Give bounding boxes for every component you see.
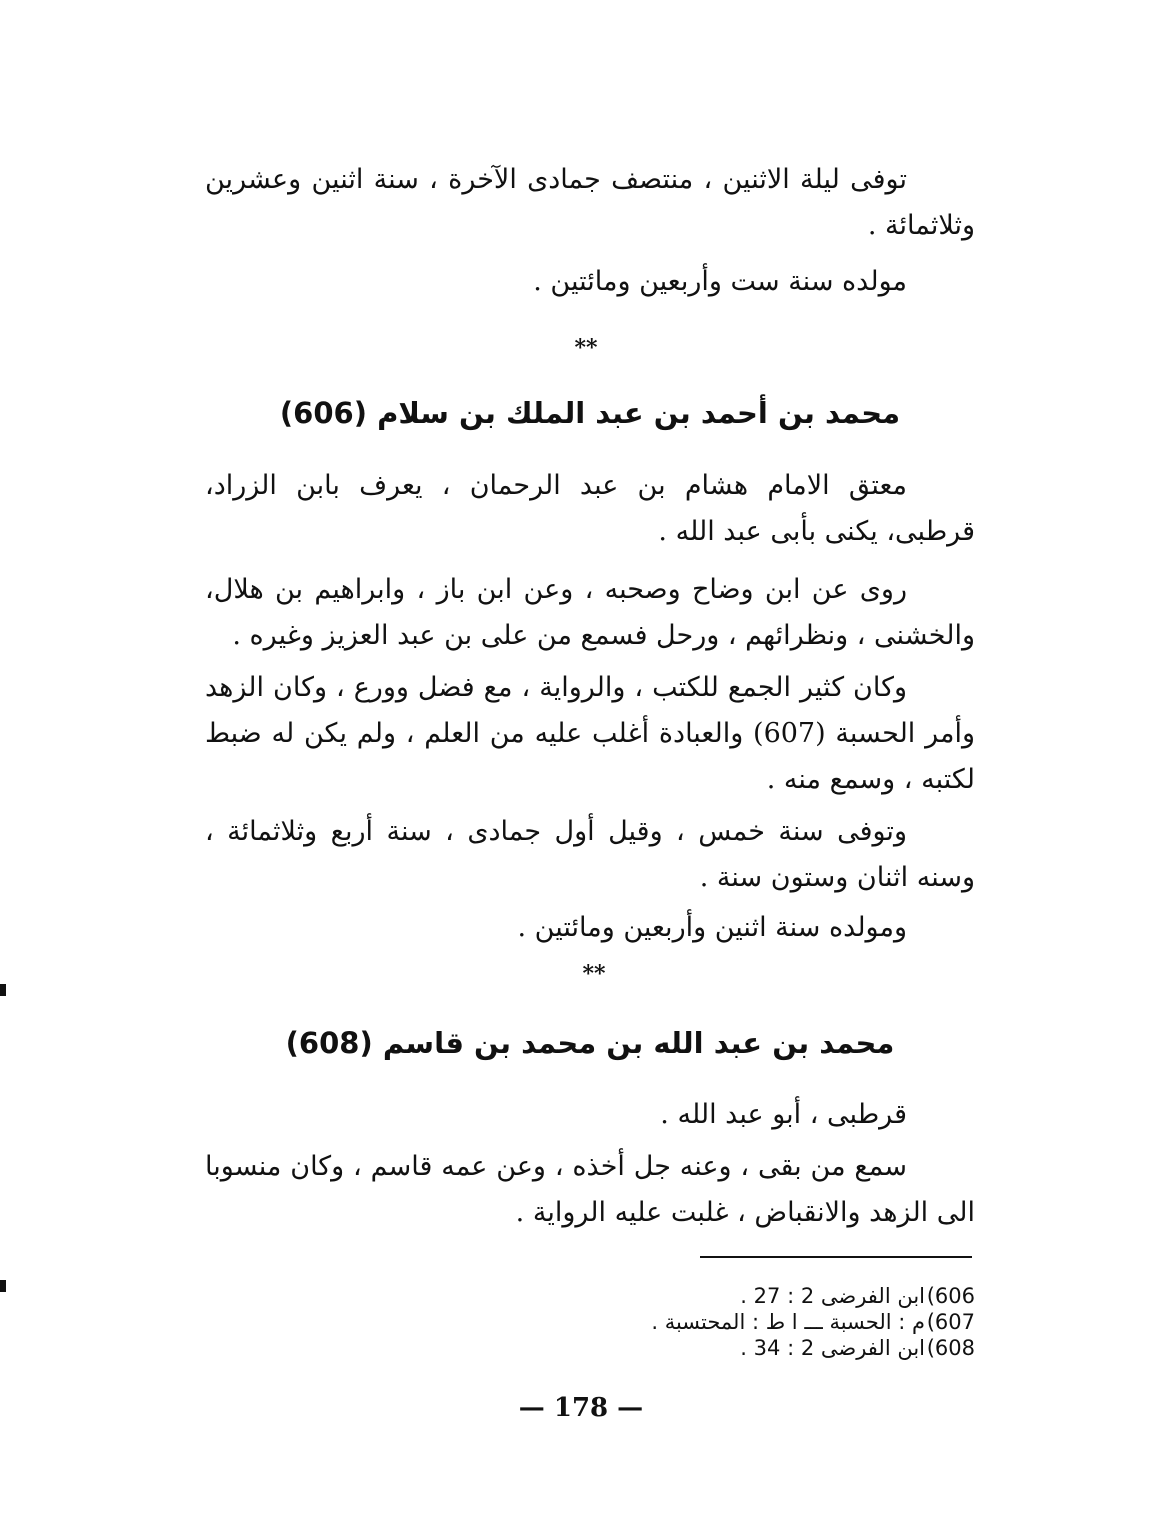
footnote-number: 608) [926, 1336, 975, 1360]
paragraph: قرطبى ، أبو عبد الله . [660, 1099, 907, 1130]
footnote [480, 1309, 975, 1335]
scan-mark [0, 984, 6, 996]
paragraph: توفى ليلة الاثنين ، منتصف جمادى الآخرة ، سنة اثنين وعشرين وثلاثمائة . [205, 164, 975, 241]
scan-mark [0, 1280, 6, 1292]
paragraph: ومولده سنة اثنين وأربعين ومائتين . [517, 912, 907, 943]
footnote-rule [700, 1256, 972, 1258]
entry-heading-608: محمد بن عبد الله بن محمد بن قاسم (608) [285, 1026, 895, 1060]
footnote-number: 607) [926, 1310, 975, 1334]
entry-body-608 [205, 1092, 975, 1236]
top-continuation [205, 157, 975, 305]
paragraph: مولده سنة ست وأربعين ومائتين . [533, 266, 907, 297]
paragraph: معتق الامام هشام بن عبد الرحمان ، يعرف بابن الزراد، قرطبى، يكنى بأبى عبد الله . [205, 470, 975, 547]
footnotes [480, 1283, 975, 1361]
section-separator: ** [582, 961, 606, 987]
paragraph: وكان كثير الجمع للكتب ، والرواية ، مع فضل وورع ، وكان الزهد وأمر الحسبة (607) والعبادة أغلب عليه من العلم ، ولم يكن له ضبط لكتبه ، وسمع منه . [205, 672, 975, 795]
footnote [480, 1335, 975, 1361]
section-separator: ** [574, 335, 598, 361]
footnote-number: 606) [926, 1284, 975, 1308]
entry-body-606 [205, 463, 975, 951]
entry-heading-606: محمد بن أحمد بن عبد الملك بن سلام (606) [279, 396, 901, 430]
paragraph: سمع من بقى ، وعنه جل أخذه ، وعن عمه قاسم ، وكان منسوبا الى الزهد والانقباض ، غلبت عليه الرواية . [205, 1151, 975, 1228]
paragraph: روى عن ابن وضاح وصحبه ، وعن ابن باز ، وابراهيم بن هلال، والخشنى ، ونظرائهم ، ورحل فسمع من على بن عبد العزيز وغيره . [205, 574, 975, 651]
page-number: — 178 — [518, 1393, 644, 1423]
footnote-text: م : الحسبة ـــ ا ط : المحتسبة . [651, 1310, 925, 1334]
footnote-text: ابن الفرضى 2 : 34 . [740, 1336, 925, 1360]
footnote-text: ابن الفرضى 2 : 27 . [740, 1284, 925, 1308]
footnote [480, 1283, 975, 1309]
paragraph: وتوفى سنة خمس ، وقيل أول جمادى ، سنة أربع وثلاثمائة ، وسنه اثنان وستون سنة . [205, 816, 975, 893]
